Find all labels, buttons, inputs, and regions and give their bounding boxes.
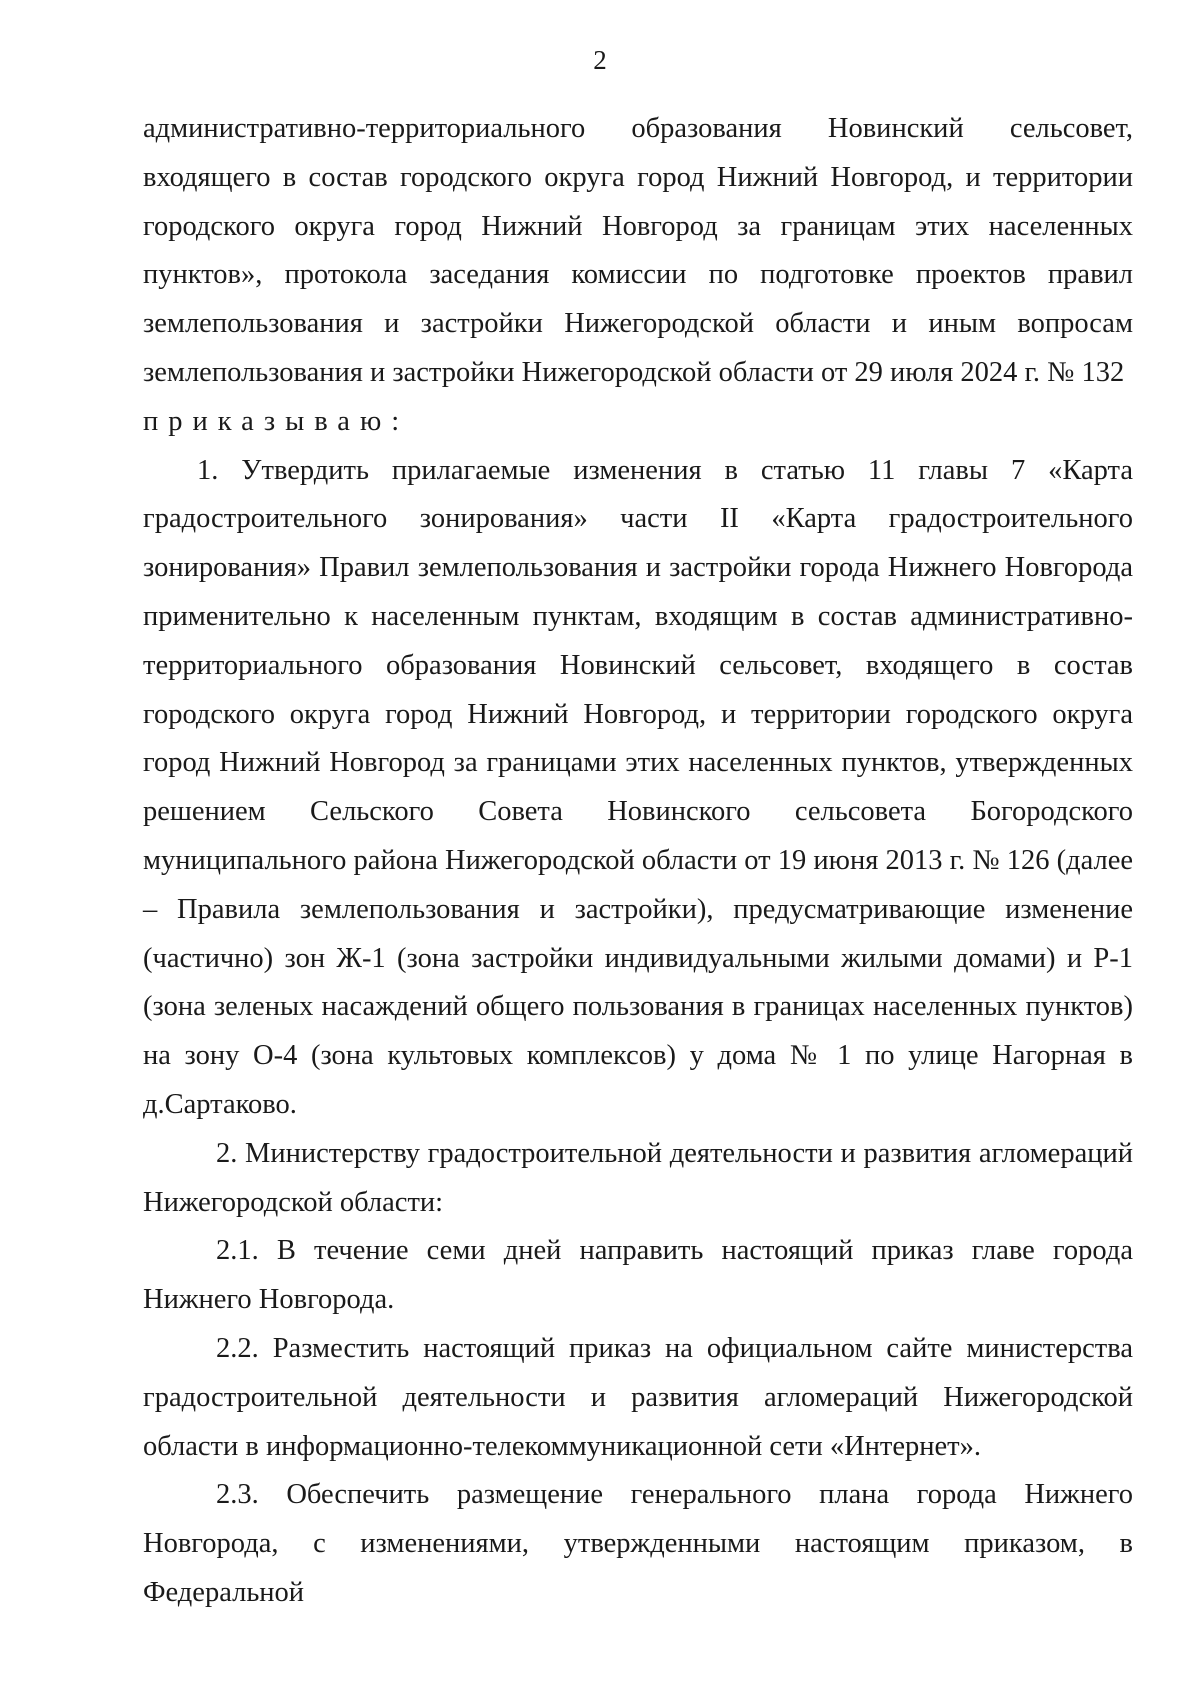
document-body — [143, 105, 1133, 1618]
paragraph-order-word: приказываю: — [143, 405, 410, 437]
paragraph-preamble: административно-территориального образования Новинский сельсовет, входящего в состав городского округа город Нижний Новгород, и территории городского округа город Нижний Новгород за границам этих населенных пунктов», протокола заседания комиссии по подготовке проектов правил землепользования и застройки Нижегородской области и иным вопросам землепользования и застройки Нижегородской области от 29 июля 2024 г. № 132 — [143, 113, 1133, 388]
paragraph-item-1: 1. Утвердить прилагаемые изменения в статью 11 главы 7 «Карта градостроительного зонирования» части II «Карта градостроительного зонирования» Правил землепользования и застройки города Нижнего Новгорода применительно к населенным пунктам, входящим в состав административно-территориального образования Новинский сельсовет, входящего в состав городского округа город Нижний Новгород, и территории городского округа город Нижний Новгород за границами этих населенных пунктов, утвержденных решением Сельского Совета Новинского сельсовета Богородского муниципального района Нижегородской области от 19 июня 2013 г. № 126 (далее – Правила землепользования и застройки), предусматривающие изменение (частично) зон Ж-1 (зона застройки индивидуальными жилыми домами) и Р-1 (зона зеленых насаждений общего пользования в границах населенных пунктов) на зону О-4 (зона культовых комплексов) у дома № 1 по улице Нагорная в д.Сартаково. — [143, 454, 1133, 1120]
paragraph-item-2-2: 2.2. Разместить настоящий приказ на официальном сайте министерства градостроительной деятельности и развития агломераций Нижегородской области в информационно-телекоммуникационной сети «Интернет». — [143, 1332, 1133, 1462]
paragraph-item-2-3: 2.3. Обеспечить размещение генерального плана города Нижнего Новгорода, с изменениями, утвержденными настоящим приказом, в Федеральной — [143, 1479, 1133, 1608]
page-number: 2 — [593, 45, 607, 75]
paragraph-item-2: 2. Министерству градостроительной деятельности и развития агломераций Нижегородской области: — [143, 1137, 1133, 1218]
paragraph-item-2-1: 2.1. В течение семи дней направить настоящий приказ главе города Нижнего Новгорода. — [143, 1235, 1133, 1316]
